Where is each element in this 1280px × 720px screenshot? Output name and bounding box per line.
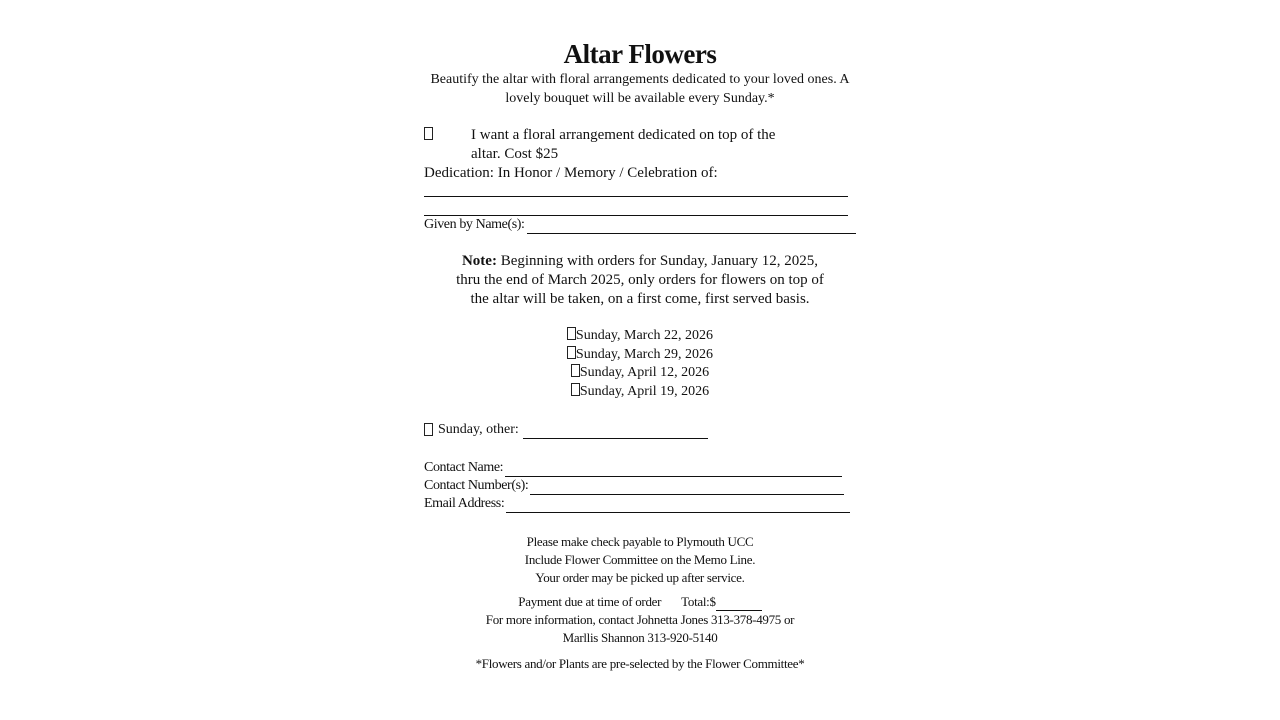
contact-name-label: Contact Name: — [424, 459, 504, 475]
arrangement-label-line2: altar. Cost $25 — [471, 146, 559, 162]
date-option — [424, 364, 856, 383]
given-by-row — [424, 216, 856, 234]
note-line1: Beginning with orders for Sunday, January 12, 2025, — [496, 253, 819, 269]
arrangement-option — [424, 126, 856, 164]
payment-text: Payment due at time of order — [518, 593, 662, 609]
note-line3: the altar will be taken, on a first come, first served basis. — [470, 291, 810, 307]
contact-name-field[interactable] — [505, 462, 842, 477]
email-row — [424, 495, 850, 513]
contact-fields — [424, 459, 856, 513]
email-field[interactable] — [506, 498, 850, 513]
checkbox-icon[interactable] — [567, 346, 576, 359]
date-option — [424, 383, 856, 402]
checkbox-icon[interactable] — [424, 423, 433, 436]
contact-info-line1: For more information, contact Johnetta Jones 313-378-4975 or — [485, 611, 795, 627]
dedication-label: Dedication: In Honor / Memory / Celebration of: — [424, 165, 718, 181]
intro-text: Beautify the altar with floral arrangements dedicated to your loved ones. A lovely bouquet will be available every Sunday.* — [430, 72, 850, 106]
date-option — [424, 327, 856, 346]
disclaimer: *Flowers and/or Plants are pre-selected by the Flower Committee* — [475, 655, 805, 671]
note-line2: thru the end of March 2025, only orders for flowers on top of — [456, 272, 824, 288]
contact-number-label: Contact Number(s): — [424, 477, 529, 493]
given-by-label: Given by Name(s): — [424, 217, 525, 232]
contact-info-line2: Marllis Shannon 313-920-5140 — [562, 629, 718, 645]
email-label: Email Address: — [424, 495, 505, 511]
date-options — [424, 327, 856, 402]
date-label: Sunday, April 12, 2026 — [579, 365, 710, 381]
note — [424, 252, 856, 309]
contact-number-field[interactable] — [530, 480, 844, 495]
date-label: Sunday, April 19, 2026 — [579, 384, 710, 400]
footer-line1: Please make check payable to Plymouth UCC — [526, 533, 754, 549]
date-option — [424, 346, 856, 365]
checkbox-icon[interactable] — [571, 364, 580, 377]
other-sunday-row — [424, 420, 856, 439]
footer — [424, 533, 856, 673]
checkbox-icon[interactable] — [424, 127, 433, 140]
given-by-field[interactable] — [527, 219, 856, 234]
date-label: Sunday, March 29, 2026 — [575, 346, 714, 362]
note-bold: Note: — [461, 253, 497, 269]
footer-line2: Include Flower Committee on the Memo Line. — [524, 551, 756, 567]
arrangement-label-line1: I want a floral arrangement dedicated on top of the — [471, 127, 776, 143]
checkbox-icon[interactable] — [571, 383, 580, 396]
other-sunday-label: Sunday, other: — [438, 421, 519, 437]
checkbox-icon[interactable] — [567, 327, 576, 340]
payment-row — [424, 593, 856, 611]
footer-line3: Your order may be picked up after service. — [535, 569, 745, 585]
other-sunday-field[interactable] — [523, 425, 708, 439]
dedication-line-2[interactable] — [424, 197, 848, 216]
contact-name-row — [424, 459, 842, 477]
total-field[interactable] — [716, 596, 762, 611]
dedication-line-1[interactable] — [424, 183, 848, 197]
contact-number-row — [424, 477, 844, 495]
altar-flowers-form — [424, 38, 856, 673]
date-label: Sunday, March 22, 2026 — [575, 328, 714, 343]
page-title: Altar Flowers — [563, 39, 717, 69]
total-label: Total:$ — [681, 593, 716, 609]
